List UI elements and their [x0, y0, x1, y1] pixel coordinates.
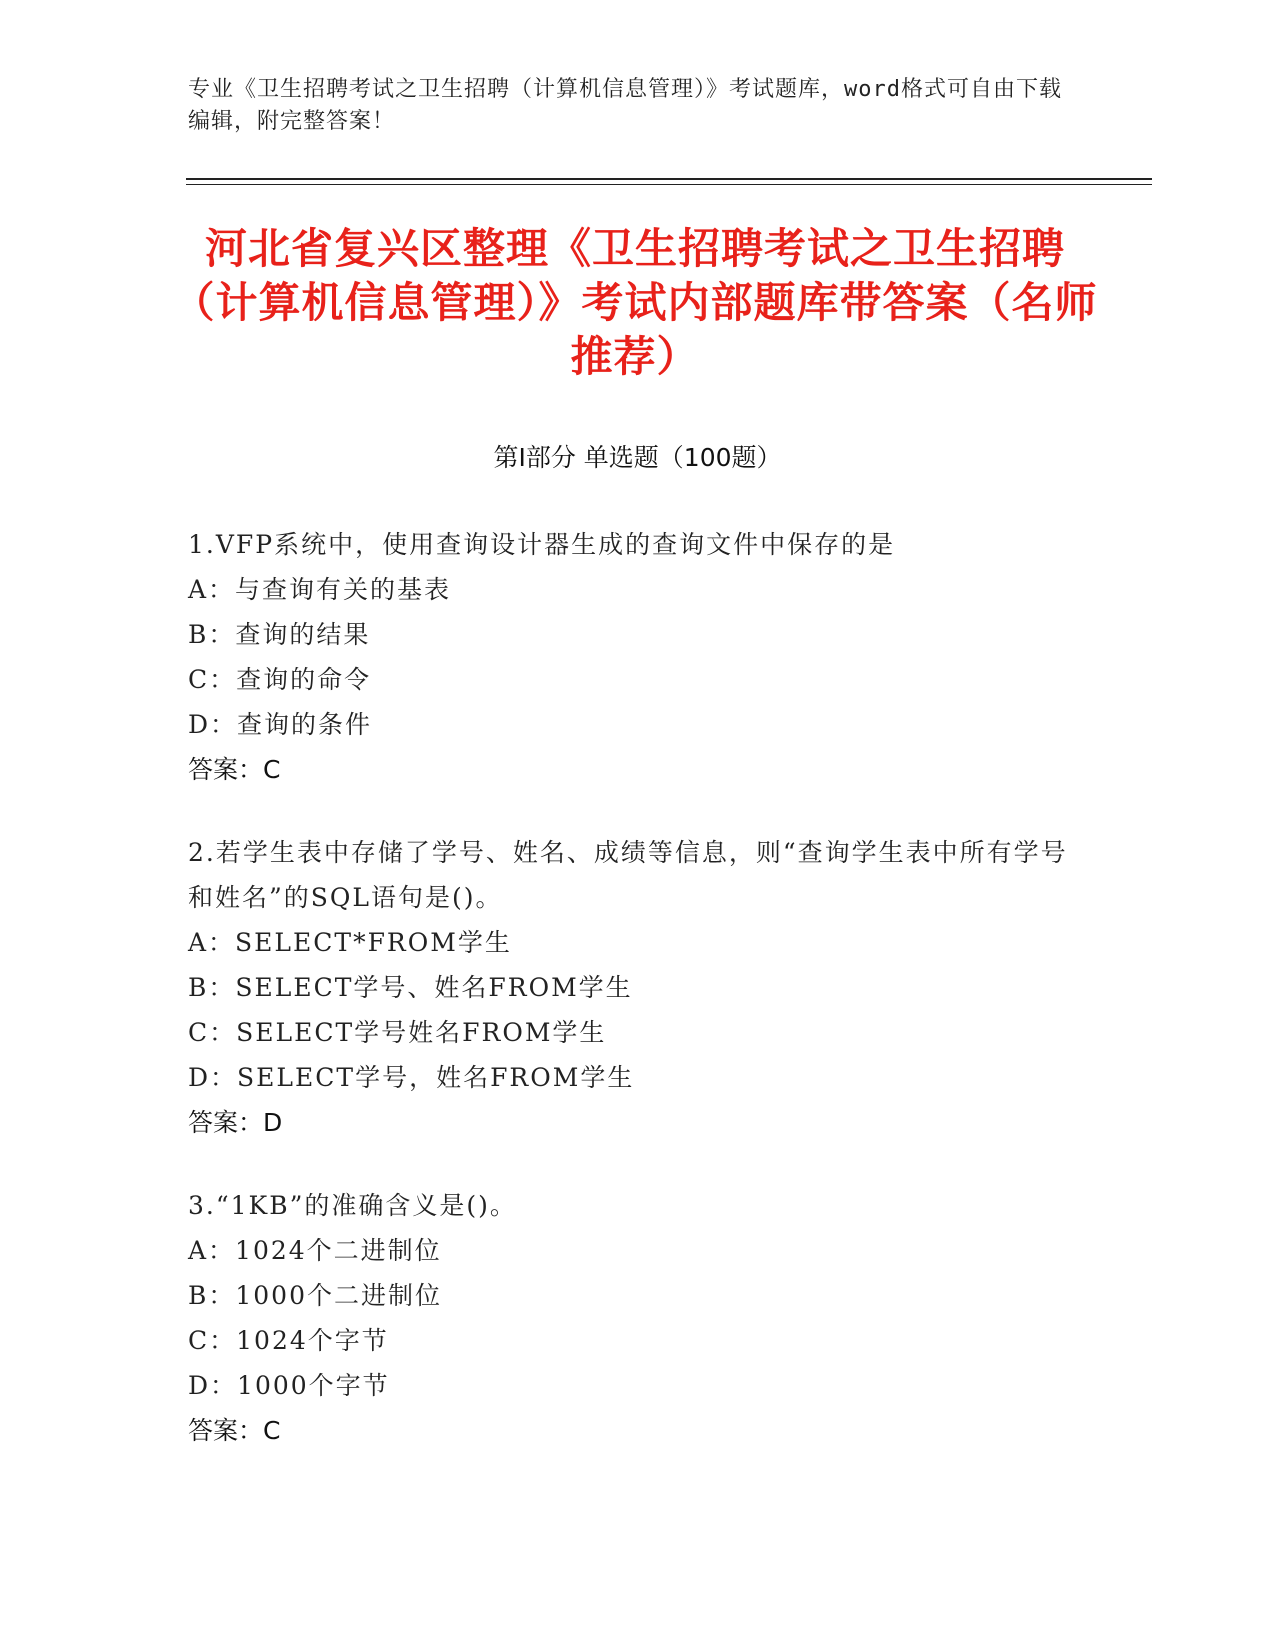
option-c: C：1024个字节 — [188, 1326, 389, 1355]
question-1 — [188, 522, 1088, 792]
document-title: 河北省复兴区整理《卫生招聘考试之卫生招聘（计算机信息管理）》考试内部题库带答案（名师推荐） — [172, 224, 1098, 381]
option-b: B：SELECT学号、姓名FROM学生 — [188, 973, 633, 1002]
question-stem: 2.若学生表中存储了学号、姓名、成绩等信息，则“查询学生表中所有学号和姓名”的SQL语句是()。 — [188, 838, 1068, 912]
header-note: 专业《卫生招聘考试之卫生招聘（计算机信息管理）》考试题库，word格式可自由下载编辑，附完整答案！ — [188, 77, 1062, 134]
option-a: A：SELECT*FROM学生 — [188, 928, 512, 957]
section-heading: 第I部分 单选题（100题） — [493, 443, 782, 472]
question-list — [188, 522, 1088, 1491]
answer: 答案：C — [188, 755, 281, 784]
question-stem: 3.“1KB”的准确含义是()。 — [188, 1191, 517, 1220]
question-3 — [188, 1183, 1088, 1453]
answer: 答案：D — [188, 1108, 283, 1137]
option-d: D：查询的条件 — [188, 710, 373, 739]
option-a: A：1024个二进制位 — [188, 1236, 442, 1265]
option-b: B：查询的结果 — [188, 620, 371, 649]
option-d: D：SELECT学号，姓名FROM学生 — [188, 1063, 635, 1092]
question-2 — [188, 830, 1088, 1145]
option-a: A：与查询有关的基表 — [188, 575, 452, 604]
option-d: D：1000个字节 — [188, 1371, 390, 1400]
option-c: C：SELECT学号姓名FROM学生 — [188, 1018, 607, 1047]
header-rule-thick — [186, 178, 1152, 180]
question-stem: 1.VFP系统中，使用查询设计器生成的查询文件中保存的是 — [188, 530, 896, 559]
header-rule-thin — [186, 184, 1152, 185]
answer: 答案：C — [188, 1416, 281, 1445]
option-c: C：查询的命令 — [188, 665, 372, 694]
option-b: B：1000个二进制位 — [188, 1281, 442, 1310]
